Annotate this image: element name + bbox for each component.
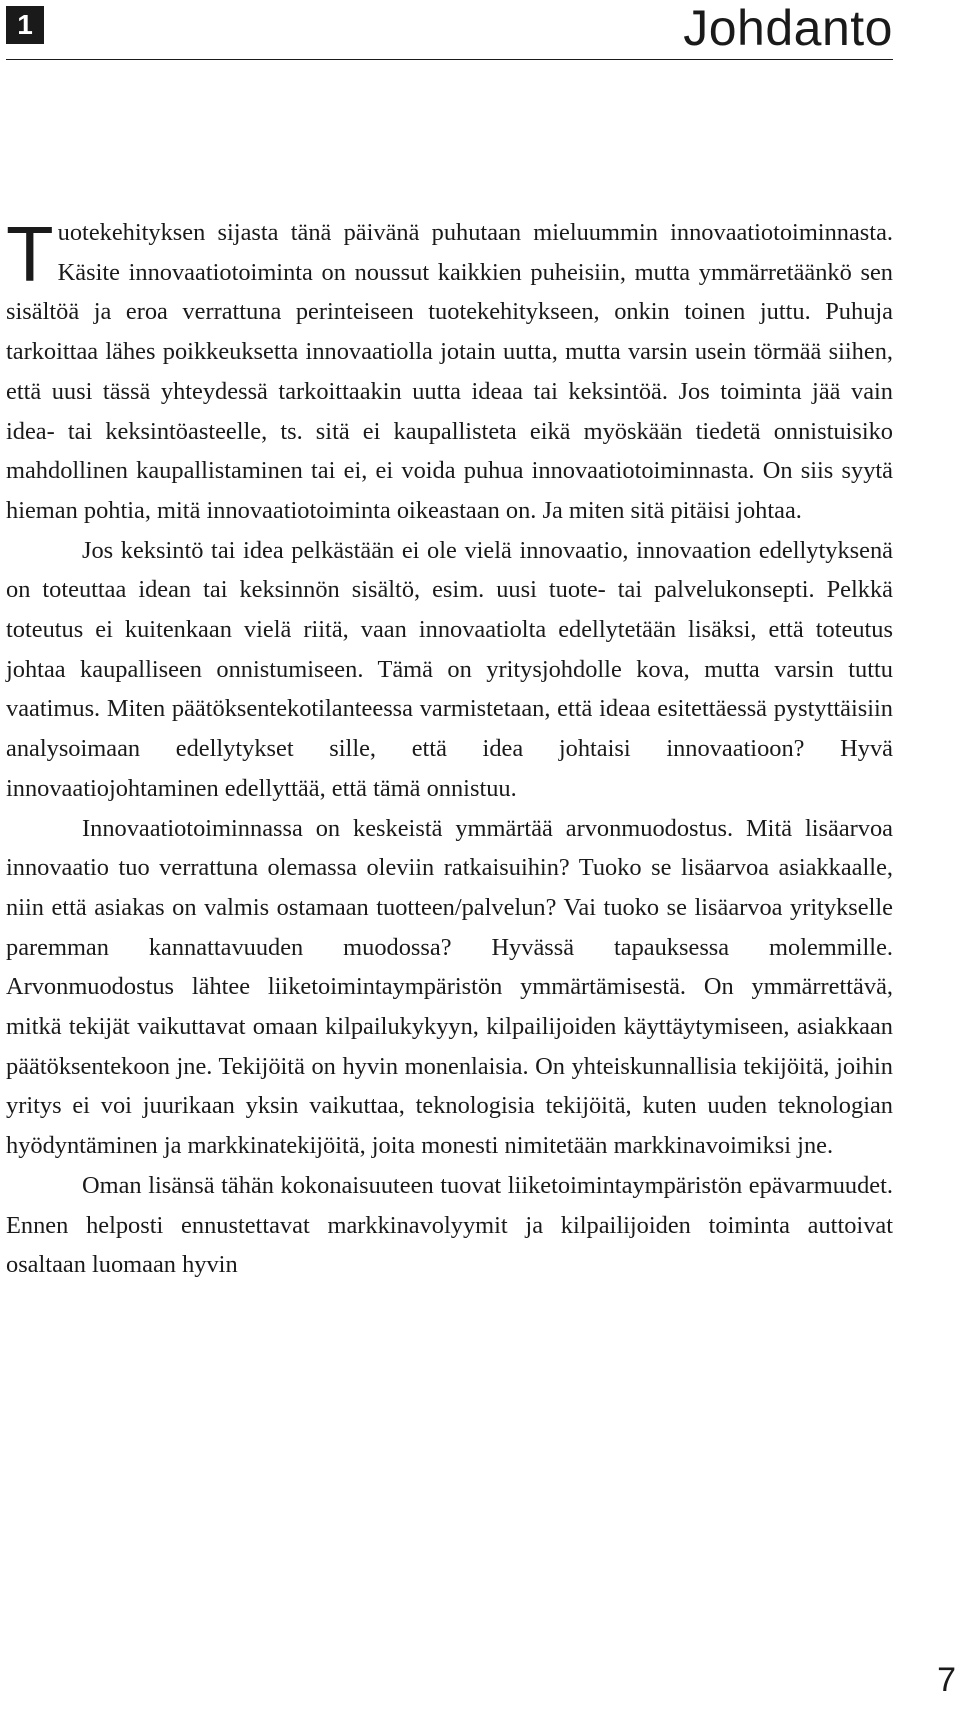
paragraph-3: Innovaatiotoiminnassa on keskeistä ymmärtää arvonmuodostus. Mitä lisäarvoa innovaatio tuo verrattuna olemassa oleviin ratkaisuihin? Tuoko se lisäarvoa asiakkaalle, niin että asiakas on valmis ostamaan tuotteen/palvelun? Vai tuoko se lisäarvoa yritykselle paremman kannattavuuden muodossa? Hyvässä tapauksessa molemmille. Arvonmuodostus lähtee liiketoimintaympäristön ymmärtämisestä. On ymmärrettävä, mitkä tekijät vaikuttavat omaan kilpailukykyyn, kilpailijoiden käyttäytymiseen, asiakkaan päätöksentekoon jne. Tekijöitä on hyvin monenlaisia. On yhteiskunnallisia tekijöitä, joihin yritys ei voi juurikaan yksin vaikuttaa, teknologisia tekijöitä, kuten uuden teknologian hyödyntäminen ja markkinatekijöitä, joita monesti nimitetään markkinavoimiksi jne.	[6, 814, 893, 1160]
page-number: 7	[937, 1661, 956, 1699]
paragraph-2: Jos keksintö tai idea pelkästään ei ole vielä innovaatio, innovaation edellytyksenä on toteuttaa idean tai keksinnön sisältö, esim. uusi tuote- tai palvelukonsepti. Pelkkä toteutus ei kuitenkaan vielä riitä, vaan innovaatiolta edellytetään lisäksi, että toteutus johtaa kaupalliseen onnistumiseen. Tämä on yritysjohdolle kova, mutta varsin tuttu vaatimus. Miten päätöksentekotilanteessa varmistetaan, että ideaa esitettäessä pystyttäisiin analysoimaan edellytykset sille, että idea johtaisi innovaatioon? Hyvä innovaatiojohtaminen edellyttää, että tämä onnistuu.	[6, 536, 893, 802]
chapter-number-badge: 1	[6, 6, 44, 44]
paragraph-4: Oman lisänsä tähän kokonaisuuteen tuovat liiketoimintaympäristön epävarmuudet. Ennen helposti ennustettavat markkinavolyymit ja kilpailijoiden toiminta auttoivat osaltaan luomaan hyvin	[6, 1171, 893, 1279]
paragraph-1-text: uotekehityksen sijasta tänä päivänä puhutaan mieluummin innovaatiotoiminnasta. Käsite innovaatiotoiminta on noussut kaikkien puheisiin, mutta ymmärretäänkö sen sisältöä ja eroa verrattuna perinteiseen tuotekehitykseen, onkin toinen juttu. Puhuja tarkoittaa lähes poikkeuksetta innovaatiolla jotain uutta, mutta varsin usein törmää siihen, että uusi tässä yhteydessä tarkoittaakin uutta ideaa tai keksintöä. Jos toiminta jää vain idea- tai keksintöasteelle, ts. sitä ei kaupallisteta eikä myöskään tiedetä onnistuisiko mahdollinen kaupallistaminen tai ei, ei voida puhua innovaatiotoiminnasta. On siis syytä hieman pohtia, mitä innovaatiotoiminta oikeastaan on. Ja miten sitä pitäisi johtaa.	[6, 219, 893, 524]
body-text	[6, 210, 893, 1285]
chapter-title: Johdanto	[683, 0, 893, 56]
title-divider	[6, 59, 893, 60]
paragraph-1	[6, 210, 893, 531]
drop-cap: T	[6, 210, 54, 298]
